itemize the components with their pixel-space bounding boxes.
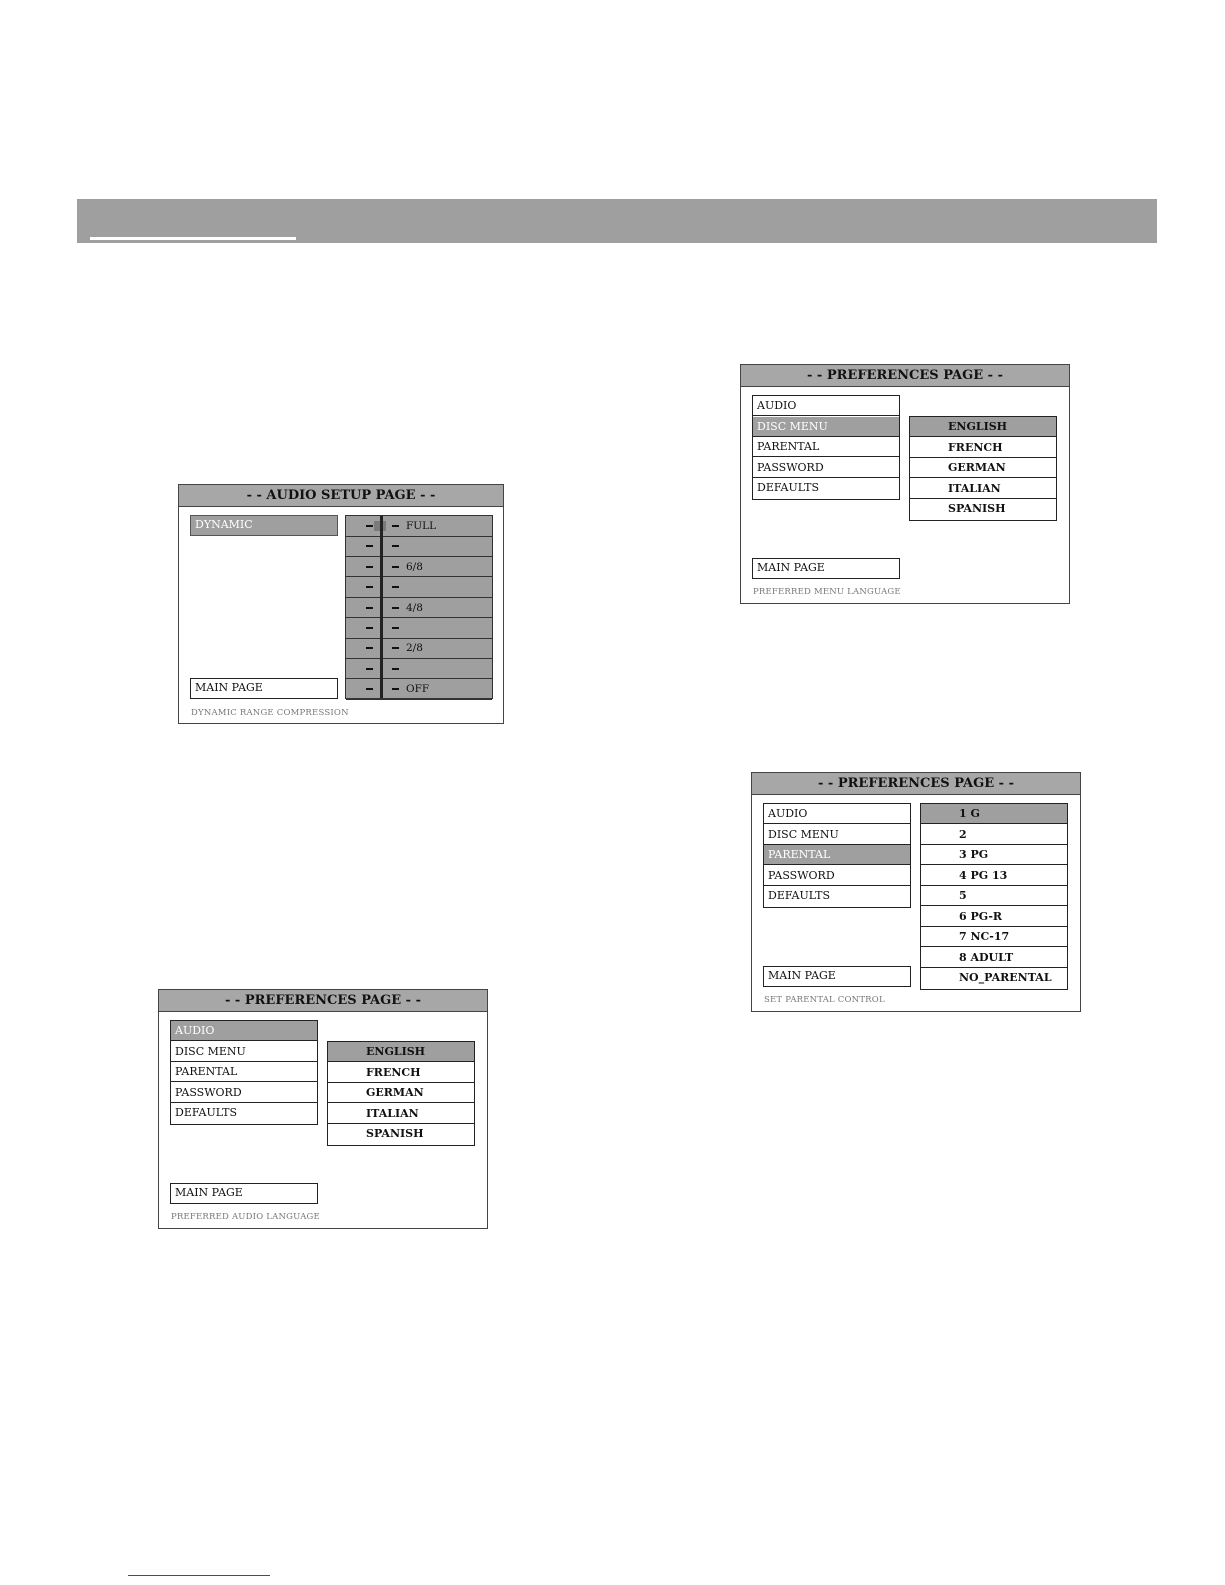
slider-step[interactable]: [346, 536, 492, 557]
slider-level-label: 6/8: [406, 560, 423, 573]
slider-level-label: FULL: [406, 520, 437, 532]
dash-mark: [392, 545, 399, 547]
option-german[interactable]: GERMAN: [328, 1083, 474, 1103]
menu-item-parental[interactable]: PARENTAL: [171, 1062, 317, 1082]
option-5[interactable]: 5: [921, 886, 1067, 906]
option-german[interactable]: GERMAN: [910, 458, 1056, 478]
footer-link-underline: [128, 1575, 270, 1576]
option-italian[interactable]: ITALIAN: [328, 1104, 474, 1124]
option-6-pg-r[interactable]: 6 PG-R: [921, 907, 1067, 927]
preferences-menu: [752, 395, 900, 500]
menu-item-defaults[interactable]: DEFAULTS: [175, 1106, 238, 1119]
dash-mark: [392, 668, 399, 670]
slider-level-label: OFF: [406, 683, 430, 696]
option-spanish[interactable]: SPANISH: [948, 502, 1006, 515]
dash-mark: [392, 525, 399, 527]
preferences-panel-audio: [158, 989, 488, 1229]
option-french[interactable]: FRENCH: [910, 438, 1056, 458]
preferences-title: - - PREFERENCES PAGE - -: [159, 990, 487, 1012]
slider-step[interactable]: [346, 638, 492, 659]
menu-item-disc-menu[interactable]: DISC MENU: [753, 417, 899, 437]
option-3-pg[interactable]: 3 PG: [921, 845, 1067, 865]
preferences-caption: PREFERRED MENU LANGUAGE: [753, 587, 901, 597]
dash-mark: [392, 627, 399, 629]
preferences-panel-disc-menu: [740, 364, 1070, 604]
main-page-button[interactable]: MAIN PAGE: [170, 1183, 318, 1204]
preferences-panel-parental: [751, 772, 1081, 1012]
audio-setup-title: - - AUDIO SETUP PAGE - -: [179, 485, 503, 507]
menu-item-audio[interactable]: AUDIO: [764, 804, 910, 824]
menu-item-defaults[interactable]: DEFAULTS: [757, 481, 820, 494]
main-page-button[interactable]: MAIN PAGE: [763, 966, 911, 987]
slider-step[interactable]: [346, 516, 492, 537]
slider-step[interactable]: [346, 618, 492, 639]
dash-mark: [366, 525, 373, 527]
menu-item-audio[interactable]: AUDIO: [171, 1021, 317, 1041]
menu-item-parental[interactable]: PARENTAL: [764, 845, 910, 865]
option-english[interactable]: ENGLISH: [328, 1042, 474, 1062]
dash-mark: [366, 607, 373, 609]
main-page-button[interactable]: MAIN PAGE: [752, 558, 900, 579]
option-no-parental[interactable]: NO_PARENTAL: [959, 971, 1052, 984]
menu-item-audio[interactable]: AUDIO: [753, 396, 899, 416]
preferences-options: [909, 416, 1057, 521]
dash-mark: [392, 586, 399, 588]
slider-level-label: 2/8: [406, 642, 423, 655]
preferences-caption: PREFERRED AUDIO LANGUAGE: [171, 1212, 320, 1222]
menu-item-defaults[interactable]: DEFAULTS: [768, 889, 831, 902]
dynamic-range-slider[interactable]: [345, 515, 493, 699]
option-french[interactable]: FRENCH: [328, 1063, 474, 1083]
dash-mark: [392, 566, 399, 568]
slider-step[interactable]: [346, 659, 492, 680]
slider-step[interactable]: [346, 577, 492, 598]
dash-mark: [366, 545, 373, 547]
preferences-options: [327, 1041, 475, 1146]
menu-item-disc-menu[interactable]: DISC MENU: [764, 825, 910, 845]
dash-mark: [392, 647, 399, 649]
option-1-g[interactable]: 1 G: [921, 804, 1067, 824]
option-7-nc-17[interactable]: 7 NC-17: [921, 927, 1067, 947]
preferences-title: - - PREFERENCES PAGE - -: [752, 773, 1080, 795]
preferences-title: - - PREFERENCES PAGE - -: [741, 365, 1069, 387]
slider-step[interactable]: [346, 557, 492, 578]
dynamic-item[interactable]: DYNAMIC: [190, 515, 338, 536]
option-2[interactable]: 2: [921, 825, 1067, 845]
preferences-options: [920, 803, 1068, 990]
preferences-menu: [170, 1020, 318, 1125]
option-8-adult[interactable]: 8 ADULT: [921, 948, 1067, 968]
option-spanish[interactable]: SPANISH: [366, 1127, 424, 1140]
menu-item-parental[interactable]: PARENTAL: [753, 437, 899, 457]
option-4-pg-13[interactable]: 4 PG 13: [921, 866, 1067, 886]
dash-mark: [366, 627, 373, 629]
section-header-underline: [90, 237, 296, 240]
slider-track: [380, 516, 383, 698]
slider-step[interactable]: [346, 598, 492, 619]
dash-mark: [392, 688, 399, 690]
menu-item-disc-menu[interactable]: DISC MENU: [171, 1042, 317, 1062]
dash-mark: [366, 688, 373, 690]
menu-item-password[interactable]: PASSWORD: [764, 866, 910, 886]
menu-item-password[interactable]: PASSWORD: [171, 1083, 317, 1103]
option-english[interactable]: ENGLISH: [910, 417, 1056, 437]
dash-mark: [366, 647, 373, 649]
main-page-button[interactable]: MAIN PAGE: [190, 678, 338, 699]
audio-setup-caption: DYNAMIC RANGE COMPRESSION: [191, 708, 349, 718]
slider-step[interactable]: [346, 679, 492, 700]
menu-item-password[interactable]: PASSWORD: [753, 458, 899, 478]
option-italian[interactable]: ITALIAN: [910, 479, 1056, 499]
dash-mark: [366, 566, 373, 568]
preferences-caption: SET PARENTAL CONTROL: [764, 995, 885, 1005]
preferences-menu: [763, 803, 911, 908]
dash-mark: [366, 586, 373, 588]
dash-mark: [392, 607, 399, 609]
audio-setup-panel: [178, 484, 504, 724]
dash-mark: [366, 668, 373, 670]
slider-level-label: 4/8: [406, 601, 423, 614]
